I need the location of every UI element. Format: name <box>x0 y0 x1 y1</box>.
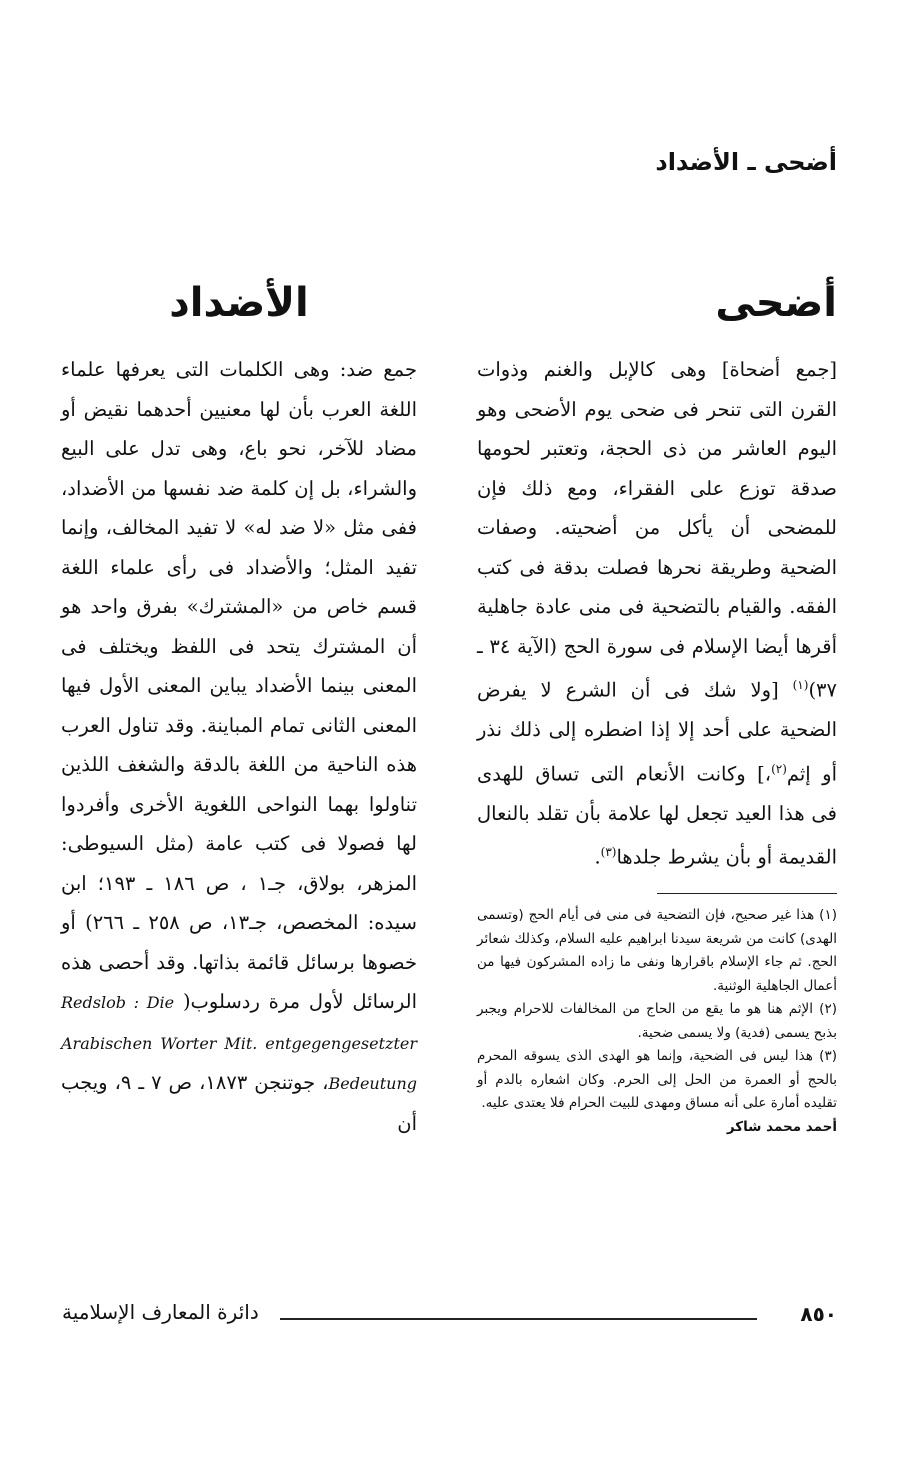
footnotes <box>477 904 837 1139</box>
footnote-ref-1: (١) <box>792 678 809 692</box>
entry-title-addad: الأضداد <box>169 280 309 326</box>
page-number: ٨٥٠ <box>800 1302 837 1326</box>
entry-body-adha-text-2: [ولا شك فى أن الشرع لا يفرض الضحية على أحد إلا إذا اضطره إلى ذلك نذر أو إثم <box>477 678 838 785</box>
entry-body-adha <box>477 350 837 877</box>
footnote-1: (١) هذا غير صحيح، فإن التضحية فى منى فى أيام الحج (وتسمى الهدى) كانت من شريعة سيدنا ابراهيم عليه السلام، وكذلك شعائر الحج. ثم جاء الإسلام باقرارها ونفى ما زاده المشركون فيها من أعمال الجاهلية الوثنية. <box>477 907 837 994</box>
latin-citation: Redslob : Die Arabischen Worter Mit. entgegengesetzter Bedeutung <box>61 993 417 1093</box>
footnote-ref-3: (٣) <box>600 845 617 859</box>
entry-addad <box>61 268 417 1143</box>
footnote-signature: أحمد محمد شاكر <box>726 1118 837 1135</box>
page-footer <box>62 1300 837 1340</box>
footnote-ref-2: (٢) <box>771 761 787 776</box>
entry-body-adha-text: [جمع أضحاة] وهى كالإبل والغنم وذوات القرن التى تنحر فى ضحى يوم الأضحى وهو اليوم العاشر من ذى الحجة، وتعتبر لحومها صدقة توزع على الفقراء، ومع ذلك فإن للمضحى أن يأكل من أضحيته. وصفات الضحية وطريقة نحرها فصلت بدقة فى كتب الفقه. والقيام بالتضحية فى منى عادة جاهلية أقرها أيضا الإسلام فى سورة الحج (الآية ٣٤ ـ ٣٧) <box>477 358 837 702</box>
entry-title-adha: أضحى <box>715 280 837 326</box>
running-head: أضحى ـ الأضداد <box>655 148 837 176</box>
footnote-2: (٢) الإثم هنا هو ما يقع من الحاج من المخالفات للاحرام ويجبر بذبح يسمى (فدية) ولا يسمى ضحية. <box>477 1001 837 1041</box>
entry-body-adha-text-3: ،] وكانت الأنعام التى تساق للهدى فى هذا العيد تجعل لها علامة بأن تقلد بالنعال القديمة أو بأن يشرط جلدها <box>477 762 837 869</box>
entry-body-addad-text: جمع ضد: وهى الكلمات التى يعرفها علماء اللغة العرب بأن لها معنيين أحدهما نقيض أو مضاد للآخر، نحو باع، وهى تدل على البيع والشراء، بل إن كلمة ضد نفسها من الأضداد، ففى مثل «لا ضد له» لا تفيد المخالف، وإنما تفيد المثل؛ والأضداد فى رأى علماء اللغة قسم خاص من «المشترك» بفرق واحد هو أن المشترك يتحد فى اللفظ ويختلف فى المعنى بينما الأضداد يباين المعنى الأول فيها المعنى الثانى تمام المباينة. وقد تناول العرب هذه الناحية من اللغة بالدقة والشغف اللذين تناولوا بهما النواحى اللغوية الأخرى وأفردوا لها فصولا فى كتب عامة (مثل السيوطى: المزهر، بولاق، جـ١ ، ص ١٨٦ ـ ١٩٣؛ ابن سيده: المخصص، جـ١٣، ص ٢٥٨ ـ ٢٦٦) أو خصوها برسائل قائمة بذاتها. وقد أحصى هذه الرسائل لأول مرة ردسلوب( <box>61 358 418 1013</box>
entry-body-addad <box>61 350 417 1143</box>
footnote-divider <box>657 893 837 894</box>
footnote-3: (٣) هذا ليس فى الضحية، وإنما هو الهدى الذى يسوقه المحرم بالحج أو العمرة من الحل إلى الحرم. وكان اشعاره بالدم أو تقليده أمارة على أنه مساق ومهدى للبيت الحرام فلا يعتدى عليه. <box>477 1048 837 1111</box>
entry-body-adha-end: . <box>594 845 601 869</box>
entry-adha <box>477 268 837 1139</box>
publication-title: دائرة المعارف الإسلامية <box>62 1300 259 1324</box>
entry-body-addad-end: ، جوتنجن ١٨٧٣، ص ٧ ـ ٩، ويجب أن <box>61 1071 417 1135</box>
footer-divider <box>280 1318 757 1320</box>
